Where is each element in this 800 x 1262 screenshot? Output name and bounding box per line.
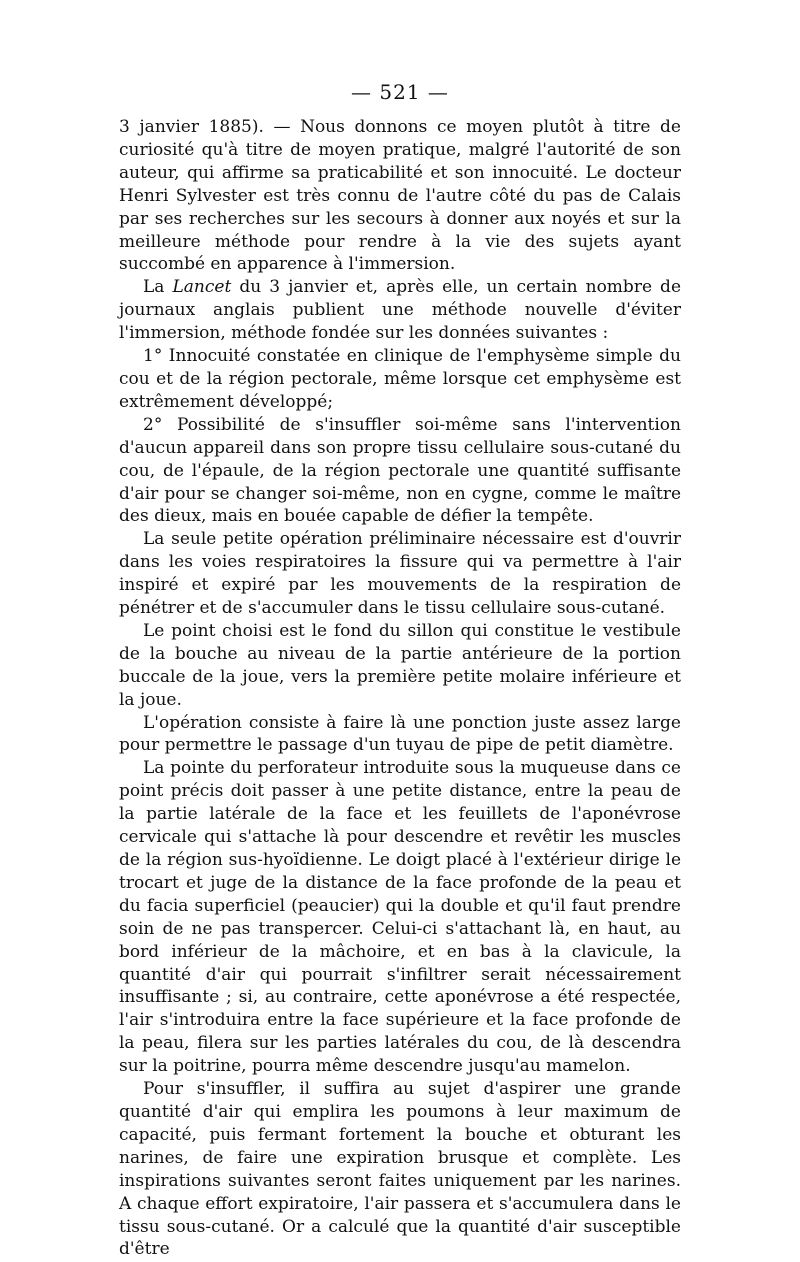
paragraph-9: Pour s'insuffler, il suffira au sujet d'aspirer une grande quantité d'air qui emplira les poumons à leur maximum de capacité, puis fermant fortement la bouche et obturant les narines, de faire une expiration brusque et complète. Les inspirations suivantes seront faites uniquement par les narines. A chaque effort expiratoire, l'air passera et s'accumulera dans le tissu sous-cutané. Or a calculé que la quantité d'air susceptible d'être bbox=[119, 1079, 681, 1260]
page-text bbox=[119, 116, 681, 1261]
paragraph-2-text: du 3 janvier et, après elle, un certain nombre de journaux anglais publient une méthode nouvelle d'éviter l'immersion, méthode fondée sur les données suivantes : bbox=[119, 277, 682, 344]
paragraph-6: Le point choisi est le fond du sillon qui constitue le vestibule de la bouche au niveau de la partie antérieure de la portion buccale de la joue, vers la première petite molaire inférieure et la joue. bbox=[119, 620, 681, 710]
page-number: — 521 — bbox=[351, 80, 449, 104]
paragraph-4: 2° Possibilité de s'insuffler soi-même sans l'intervention d'aucun appareil dans son propre tissu cellulaire sous-cutané du cou, de l'épaule, de la région pectorale une quantité suffisante d'air pour se changer soi-même, non en cygne, comme le maître des dieux, mais en bouée capable de défier la tempête. bbox=[119, 414, 681, 527]
paragraph-5: La seule petite opération préliminaire nécessaire est d'ouvrir dans les voies respiratoires la fissure qui va permettre à l'air inspiré et expiré par les mouvements de la respiration de pénétrer et de s'accumuler dans le tissu cellulaire sous-cutané. bbox=[119, 529, 681, 619]
paragraph-1: 3 janvier 1885). — Nous donnons ce moyen plutôt à titre de curiosité qu'à titre de moyen pratique, malgré l'autorité de son auteur, qui affirme sa praticabilité et son innocuité. Le docteur Henri Sylvester est très connu de l'autre côté du pas de Calais par ses recherches sur les secours à donner aux noyés et sur la meilleure méthode pour rendre à la vie des sujets ayant succombé en apparence à l'immersion. bbox=[119, 117, 681, 275]
book-page bbox=[119, 80, 682, 1260]
lancet-prefix: La bbox=[143, 277, 165, 298]
journal-title: Lancet bbox=[172, 277, 232, 298]
paragraph-7: L'opération consiste à faire là une ponction juste assez large pour permettre le passage d'un tuyau de pipe de petit diamètre. bbox=[119, 712, 681, 756]
paragraph-3: 1° Innocuité constatée en clinique de l'emphysème simple du cou et de la région pectorale, même lorsque cet emphysème est extrêmement développé; bbox=[119, 346, 681, 412]
paragraph-8: La pointe du perforateur introduite sous la muqueuse dans ce point précis doit passer à une petite distance, entre la peau de la partie latérale de la face et les feuillets de l'aponévrose cervicale qui s'attache là pour descendre et revêtir les muscles de la région sus-hyoïdienne. Le doigt placé à l'extérieur dirige le trocart et juge de la distance de la face profonde de la peau et du facia superficiel (peaucier) qui la double et qu'il faut prendre soin de ne pas transpercer. Celui-ci s'attachant là, en haut, au bord inférieur de la mâchoire, et en bas à la clavicule, la quantité d'air qui pourrait s'infiltrer serait nécessairement insuffisante ; si, au contraire, cette aponévrose a été respectée, l'air s'introduira entre la face supérieure et la face profonde de la peau, filera sur les parties latérales du cou, de là descendra sur la poitrine, pourra même descendre jusqu'au mamelon. bbox=[119, 758, 681, 1077]
paragraph-2 bbox=[119, 276, 681, 345]
